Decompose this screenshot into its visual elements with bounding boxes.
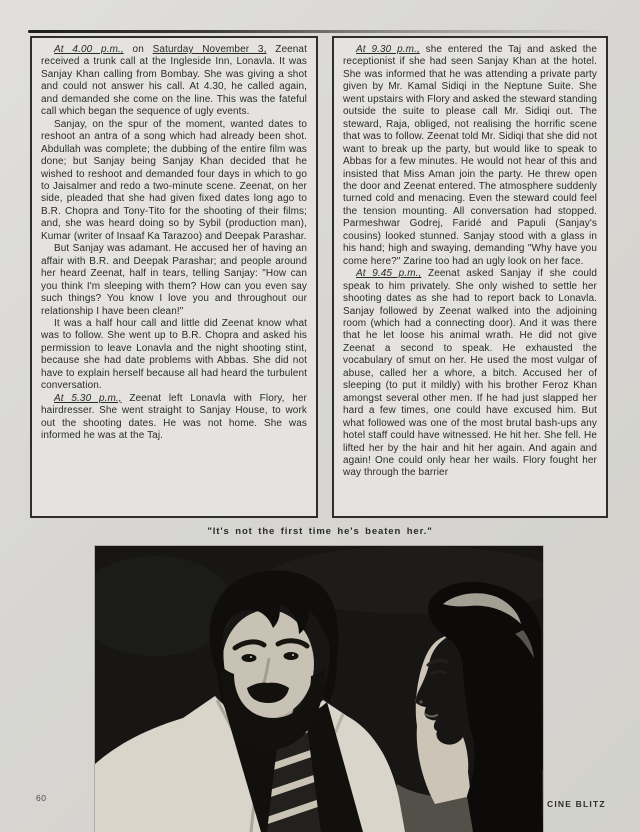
page-number: 60 (36, 793, 47, 803)
scan-edge-shadow (28, 30, 640, 33)
paragraph: At 5.30 p.m., Zeenat left Lonavla with Flory, her hairdresser. She went straight to Sanjay House, to work out the shooting dates. He was not home. She was informed he was at the Taj. (41, 392, 307, 442)
paragraph: It was a half hour call and little did Zeenat know what was to follow. She went up to B.R. Chopra and asked his permission to leave Lonavla and the night shooting stint, because she had date problems with Abbas. She did not have to explain herself because all had heard the turbulent conversation. (41, 317, 307, 392)
magazine-name: CINE BLITZ (547, 799, 606, 809)
photo-sanjay-zeenat (95, 546, 543, 832)
paragraph: At 9.45 p.m., Zeenat asked Sanjay if she could speak to him privately. She only wished to settle her shooting dates as she had to report back to Lonavla. Sanjay followed by Zeenat walked into the adjoining room (which had a connecting door). And it was there that he let loose his animal wrath. He did not give Zeenat a second to speak. He exhausted the vocabulary of smut on her. He used the most vulgar of abuse, called her a whore, a bitch. Accused her of sleeping (to put it mildly) with his brother Feroz Khan amongst several other men. If he had just slapped her hard a few times, one could have excused him. But what followed was one of the most brutal bash-ups any hotel staff could have witnessed. He hit her. She fell. He lifted her by the hair and hit her again. And again and again! One could only hear her wails. Flory fought her way through the barrier (343, 268, 597, 479)
left-text-column (30, 36, 318, 518)
paragraph: Sanjay, on the spur of the moment, wanted dates to reshoot an antra of a song which had already been shot. Abdullah was complete; the dubbing of the entire film was done; but Sanjay being Sanjay Khan decided that he wished to reshoot and demanded four days in which to go to Jaisalmer and redo a two-minute scene. Zeenat, on her side, pleaded that she had given fixed dates long ago to B.R. Chopra and Tony-Tito for the shooting of their films; and, she was heard doing so by Sybil (production man), Kumar (writer of Insaaf Ka Tarazoo) and Deepak Parashar. (41, 118, 307, 242)
paragraph: But Sanjay was adamant. He accused her of having an affair with B.R. and Deepak Parashar; and people around her heard Zeenat, half in tears, telling Sanjay: "How can you think I'm sleeping with them? How can you even say such things? You know I love you and throughout our relationship I have been clean!" (41, 243, 307, 317)
right-text-column (332, 36, 608, 518)
photo-illustration (95, 546, 543, 832)
paragraph: At 9.30 p.m., she entered the Taj and asked the receptionist if she had seen Sanjay Khan at the hotel. She was informed that he was attending a private party given by Mr. Kamal Sidiqi in the Neptune Suite. She went upstairs with Flory and asked the steward standing outside the suite to please call Mr. Sidiqi out. The steward, Raja, obliged, not realising the horrific scene that was to follow. Zeenat told Mr. Sidiqi that she did not want to break up the party, but would like to speak to Abbas for a few minutes. He would not hear of this and insisted that Miss Aman join the party. He threw open the door and Zeenat entered. The atmosphere suddenly turned cold and menacing. Even the steward could feel the tension mounting. All conversation had stopped. Parmeshwar Godrej, Faridé and Papuli (Sanjay's cousins) looked stunned. Sanjay stood with a glass in his hand; high and swaying, demanding "Why have you come here?" Zarine too had an ugly look on her face. (343, 44, 597, 267)
paragraph: At 4.00 p.m., on Saturday November 3, Zeenat received a trunk call at the Ingleside Inn, Lonavla. It was Sanjay Khan calling from Bombay. She was giving a shot and could not answer his call. At 4.30, he called again, and demanded she come on the line. This was the fateful call which began the sequence of ugly events. (41, 44, 307, 118)
photo-caption: "It's not the first time he's beaten her." (207, 526, 433, 537)
